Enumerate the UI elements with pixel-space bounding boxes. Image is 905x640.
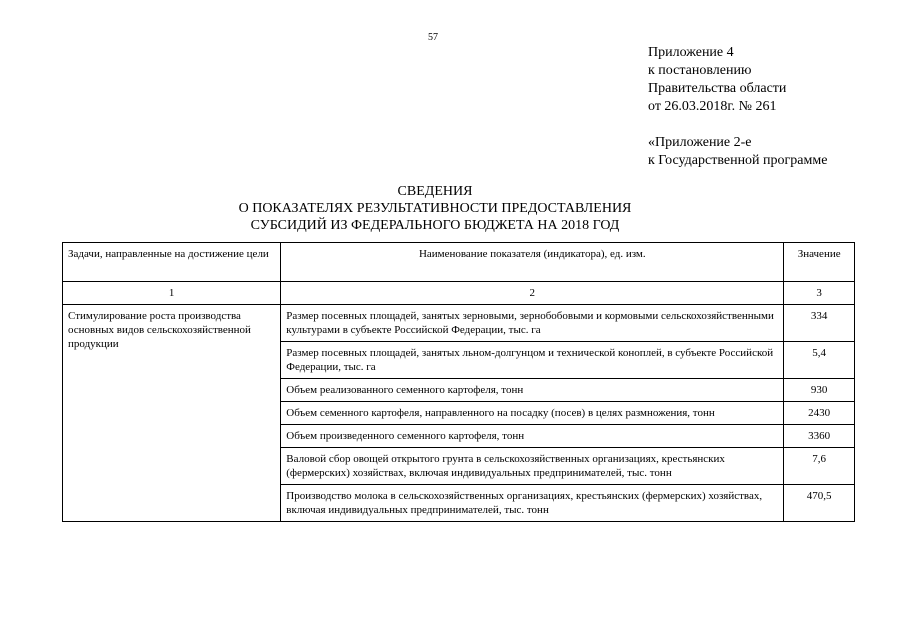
indicator-value: 3360 bbox=[784, 425, 855, 448]
indicators-table bbox=[62, 242, 855, 522]
indicator-name: Объем семенного картофеля, направленного на посадку (посев) в целях размножения, тонн bbox=[281, 402, 784, 425]
indicator-value: 470,5 bbox=[784, 485, 855, 522]
table-header-row bbox=[63, 243, 855, 282]
indicator-value: 334 bbox=[784, 305, 855, 342]
indicator-value: 7,6 bbox=[784, 448, 855, 485]
appendix-line: от 26.03.2018г. № 261 bbox=[648, 99, 777, 114]
title-line: О ПОКАЗАТЕЛЯХ РЕЗУЛЬТАТИВНОСТИ ПРЕДОСТАВЛЕНИЯ bbox=[238, 201, 632, 216]
page-number: 57 bbox=[428, 32, 438, 43]
appendix-line: Приложение 4 bbox=[648, 45, 734, 60]
indicator-name: Объем произведенного семенного картофеля, тонн bbox=[281, 425, 784, 448]
spacer bbox=[648, 116, 827, 134]
appendix-block bbox=[648, 44, 827, 170]
header-cell: Наименование показателя (индикатора), ед. изм. bbox=[281, 243, 784, 282]
column-number: 3 bbox=[784, 282, 855, 305]
title-line: СУБСИДИЙ ИЗ ФЕДЕРАЛЬНОГО БЮДЖЕТА НА 2018 ГОД bbox=[250, 218, 620, 233]
appendix-line: «Приложение 2-е bbox=[648, 135, 752, 150]
column-number: 1 bbox=[63, 282, 281, 305]
appendix-line: к Государственной программе bbox=[648, 153, 828, 168]
column-number: 2 bbox=[281, 282, 784, 305]
indicator-name: Размер посевных площадей, занятых зерновыми, зернобобовыми и кормовыми сельскохозяйственными культурами в субъекте Российской Федерации, тыс. га bbox=[281, 305, 784, 342]
column-number-row bbox=[63, 282, 855, 305]
appendix-line: Правительства области bbox=[648, 81, 787, 96]
header-cell: Задачи, направленные на достижение цели bbox=[63, 243, 281, 282]
table-row bbox=[63, 305, 855, 342]
header-cell: Значение bbox=[784, 243, 855, 282]
title-line: СВЕДЕНИЯ bbox=[397, 184, 473, 199]
indicator-name: Производство молока в сельскохозяйственных организациях, крестьянских (фермерских) хозяйствах, включая индивидуальных предпринимателей, тыс. тонн bbox=[281, 485, 784, 522]
appendix-line: к постановлению bbox=[648, 63, 752, 78]
indicator-value: 2430 bbox=[784, 402, 855, 425]
indicator-name: Валовой сбор овощей открытого грунта в сельскохозяйственных организациях, крестьянских (фермерских) хозяйствах, включая индивидуальных предпринимателей, тыс. тонн bbox=[281, 448, 784, 485]
indicator-name: Размер посевных площадей, занятых льном-долгунцом и технической коноплей, в субъекте Российской Федерации, тыс. га bbox=[281, 342, 784, 379]
indicator-value: 930 bbox=[784, 379, 855, 402]
indicator-name: Объем реализованного семенного картофеля, тонн bbox=[281, 379, 784, 402]
task-cell: Стимулирование роста производства основных видов сельскохозяйственной продукции bbox=[63, 305, 281, 522]
document-title bbox=[140, 183, 730, 234]
indicator-value: 5,4 bbox=[784, 342, 855, 379]
